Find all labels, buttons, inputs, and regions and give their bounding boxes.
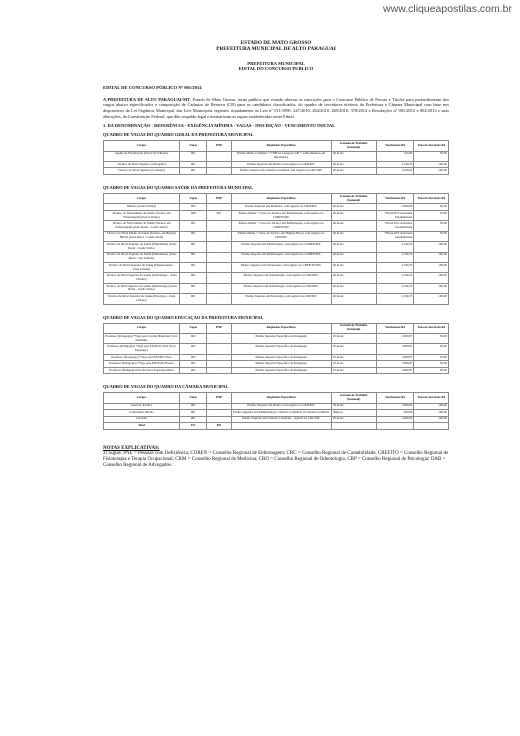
table-cell: 40 horas: [331, 252, 376, 262]
table-header-row: [104, 323, 449, 333]
table-cell: -: [207, 252, 231, 262]
table-cell: 001: [207, 210, 231, 220]
table-cell: -: [207, 242, 231, 252]
table-cell: -: [207, 161, 231, 168]
table-cell: 002: [179, 361, 207, 368]
table-cell: 001: [179, 252, 207, 262]
table-cell: 50,00: [414, 204, 449, 211]
table-row: [104, 262, 449, 272]
totals-cell: [376, 423, 414, 430]
table-cell: -: [207, 151, 231, 161]
table-header-row: [104, 393, 449, 403]
table-cell: 001: [179, 161, 207, 168]
table-cell: -: [207, 344, 231, 354]
table-cell: -: [207, 262, 231, 272]
table-cell: 001: [179, 221, 207, 231]
table-cell: 40 horas: [331, 262, 376, 272]
table-cell: Ensino Superior em Odontologia, com registro no CRO/MT.: [231, 273, 331, 283]
sub-header-prefeitura: PREFEITURA MUNICIPAL: [247, 60, 305, 66]
table-cell: Ensino Superior em Ciências Contábeis com registro no CRC/MT.: [231, 168, 331, 175]
table-cell: 100,00: [414, 252, 449, 262]
table-cell: 1.000,00: [376, 403, 414, 410]
table-cell: 001: [179, 231, 207, 241]
table-cell: 40 horas: [331, 221, 376, 231]
table-cell: Técnico de Nível Superior de Saúde (Fisioterapeuta - Zona Urbana): [104, 262, 180, 272]
table-cell: 50,00: [414, 354, 449, 361]
table-cell: Ensino Superior Específico de Pedagogia: [231, 367, 331, 374]
table-cell: -: [207, 416, 231, 423]
quadros-container: [103, 132, 449, 436]
table-cell: Ensino Superior em Fisioterapia, com registro no CREFITO/MT.: [231, 262, 331, 272]
table-cell: Técnico de Nível Médio de Saúde (Técnico em Higiene Bucal) (Zona Rural - Capão Verde): [104, 231, 180, 241]
table-cell: -: [207, 333, 231, 343]
notes-text: 1) Siglas: PNE = Pessoas com Deficiência; COREN = Conselho Regional de Enfermagem; CRC = Conselho Regional de Contabilidade; CREFITO = Conselho Regional de Fisioterapia e Terapia Ocupacional; CRM = Conselho Regional de Medicina; CRO = Conselho Regional de Odontologia; CRP = Conselho Regional de Psicologia; OAB = Conselho Regional de Advogados.: [103, 450, 449, 469]
table-cell: -: [207, 410, 231, 417]
table-cell: Ensino Superior em Ciências Contábeis - registro no CRC/MT.: [231, 416, 331, 423]
table-cell: 50,00: [414, 367, 449, 374]
table-cell: 001: [179, 294, 207, 304]
column-header: Vagas: [179, 323, 207, 333]
table-cell: 002: [179, 367, 207, 374]
table-cell: 2.190,33: [376, 283, 414, 293]
table-cell: 30 horas: [331, 403, 376, 410]
table-cell: 2.190,33: [376, 252, 414, 262]
table-cell: 001: [179, 242, 207, 252]
column-header: Vagas: [179, 393, 207, 403]
column-header: Vencimento R$: [376, 193, 414, 203]
table-cell: 100,00: [414, 242, 449, 252]
quadro-title: QUADRO DE VAGAS DO QUADRO GERAL DA PREFEITURA MUNICIPAL: [103, 132, 254, 138]
site-watermark: www.cliqueapostilas.com.br: [383, 3, 512, 15]
table-cell: 1.000,87: [376, 344, 414, 354]
table-cell: 40 horas: [331, 161, 376, 168]
table-cell: 1.400,00: [376, 416, 414, 423]
table-cell: 40 horas: [331, 294, 376, 304]
table-cell: Professor (Pedagogia) *Vaga para EM Boa Vista: [104, 354, 180, 361]
column-header: Taxa de Inscrição R$: [414, 193, 449, 203]
table-cell: 100,00: [414, 283, 449, 293]
table-cell: 793,44 20% Adicional Insalubridade: [376, 210, 414, 220]
table-cell: 2.190,33: [376, 294, 414, 304]
column-header: Taxa de Inscrição R$: [414, 141, 449, 151]
table-cell: Técnico de Nível Superior de Saúde (Enfermeiro) (Zona Rural - Tira Sentido): [104, 252, 180, 262]
table-cell: Professor (Pedagogia) *Vaga para EM Padre Bazote: [104, 361, 180, 368]
column-header: Requisitos Específicos: [231, 393, 331, 403]
table-cell: Professor (Pedagogia) *Vaga para Creche Municipal Vovó Nenzinha: [104, 333, 180, 343]
table-cell: 002: [179, 333, 207, 343]
table-row: [104, 294, 449, 304]
table-cell: Ensino Superior em Odontologia, com registro no CRO/MT.: [231, 283, 331, 293]
table-cell: Ensino Superior em Direito com registro na OAB/MT.: [231, 161, 331, 168]
table-cell: 25 horas: [331, 354, 376, 361]
table-header-row: [104, 193, 449, 203]
table-cell: 100,00: [414, 273, 449, 283]
totals-cell: 001: [207, 423, 231, 430]
table-cell: 100,00: [414, 168, 449, 175]
column-header: Cargos: [104, 323, 180, 333]
table-cell: 1.000,87: [376, 367, 414, 374]
table-cell: -: [207, 354, 231, 361]
table-cell: 2.190,33: [376, 242, 414, 252]
table-row: [104, 252, 449, 262]
table-cell: Assessor Jurídico: [104, 403, 180, 410]
column-header: Taxa de Inscrição R$: [414, 323, 449, 333]
table-row: [104, 221, 449, 231]
table-cell: Técnico de Nível Superior de Saúde (Odontólogo - Zona Urbana): [104, 273, 180, 283]
column-header: Jornada de Trabalho (Semanal): [331, 141, 376, 151]
table-cell: Controlador Interno: [104, 410, 180, 417]
totals-cell: [331, 423, 376, 430]
table-cell: Ensino Médio + Curso de Técnico em Enfermagem, com registro no COREN/MT.: [231, 221, 331, 231]
intro-text: , Estado de Mato Grosso, torna público que estarão abertas as inscrições para o Concurso Público de Provas e Títulos para preenchimento dos cargos abaixo especificados e composição de Cadastro de Reserva (CR) para os candidatos classificados, do quadro de servidores efetivos da Prefeitura e Câmara Municipal com base nos dispositivos da Lei Orgânica Municipal, das Leis Municipais vigentes, notadamente as Leis nº 011/1990, 247/2010, 264/2010, 265/2010, 378/2014 e Resoluções nº 001/2012 e 002/2013 e suas alterações, da Constituição Federal, que dão respaldo legal e normatizam as regras estabelecidas neste Edital.: [103, 96, 449, 119]
spacer: [103, 175, 449, 181]
table-cell: 001: [179, 416, 207, 423]
table-cell: Agente de Fiscalização (Fiscal de Tributos): [104, 151, 180, 161]
table-cell: 40 horas: [331, 231, 376, 241]
table-cell: -: [207, 403, 231, 410]
table-cell: Técnico de Nível Superior de Saúde (Odontólogo) (Zona Rural - Capão Verde): [104, 283, 180, 293]
table-cell: Ensino Superior em Direito com registro na OAB/MT.: [231, 403, 331, 410]
table-row: [104, 242, 449, 252]
table-cell: Médico (Zona Urbana): [104, 204, 180, 211]
table-cell: 25 horas: [331, 367, 376, 374]
column-header: PNE: [207, 193, 231, 203]
table-cell: 793,44 20% Adicional Insalubridade: [376, 231, 414, 241]
table-header-row: [104, 141, 449, 151]
column-header: Vencimento R$: [376, 323, 414, 333]
table-cell: 2.190,33: [376, 273, 414, 283]
table-cell: 40 horas: [331, 210, 376, 220]
table-cell: Ensino Superior Específico de Pedagogia: [231, 333, 331, 343]
table-cell: 100,00: [414, 416, 449, 423]
column-header: Vencimento R$: [376, 141, 414, 151]
table-cell: 001: [179, 403, 207, 410]
column-header: Taxa de Inscrição R$: [414, 393, 449, 403]
column-header: Jornada de Trabalho (Semanal): [331, 323, 376, 333]
table-cell: 1.000,87: [376, 361, 414, 368]
table-cell: Ensino Superior em Administração, Ciências Contábeis, Economia ou Direito: [231, 410, 331, 417]
column-header: Cargos: [104, 193, 180, 203]
table-cell: Ensino Médio + Curso de Técnico em Higiene Bucal, com registro no CRO/MT.: [231, 231, 331, 241]
table-cell: 003: [179, 204, 207, 211]
table-row: [104, 168, 449, 175]
vagas-table: [103, 140, 449, 175]
table-cell: 40 horas: [331, 204, 376, 211]
section-1-title: 1. DA DENOMINAÇÃO - REFERÊNCIA - EXIGÊNCIA MÍNIMA - VAGAS - INSCRIÇÃO - VENCIMENTO INICIAL: [103, 123, 336, 129]
table-cell: -: [207, 221, 231, 231]
column-header: Vagas: [179, 193, 207, 203]
table-cell: 50,00: [414, 231, 449, 241]
spacer: [103, 305, 449, 311]
table-cell: 40 horas: [331, 242, 376, 252]
table-row: [104, 231, 449, 241]
table-cell: Professor (Pedagogia) Escola Nova Esperança/Pista: [104, 367, 180, 374]
table-cell: -: [207, 361, 231, 368]
table-cell: 004: [179, 354, 207, 361]
table-cell: Ensino Médio Completo + CNH na Categoria AB + conhecimentos em informática: [231, 151, 331, 161]
table-cell: Ensino Superior em Enfermagem, com registro no COREN/MT.: [231, 252, 331, 262]
table-cell: Técnico de Nível Superior de Saúde (Psicólogo - Zona Urbana): [104, 294, 180, 304]
totals-row: [104, 423, 449, 430]
table-cell: Ensino Superior Específico de Pedagogia: [231, 354, 331, 361]
table-row: [104, 210, 449, 220]
edital-page: [103, 40, 449, 469]
table-cell: Ensino Superior Específico de Pedagogia: [231, 344, 331, 354]
table-cell: 100,00: [414, 403, 449, 410]
table-cell: 724,00: [376, 151, 414, 161]
table-cell: -: [207, 168, 231, 175]
table-cell: -: [207, 231, 231, 241]
table-cell: Técnico de Nível Superior (Contador): [104, 168, 180, 175]
spacer: [103, 430, 449, 436]
column-header: Jornada de Trabalho (Semanal): [331, 193, 376, 203]
table-cell: 2.190,33: [376, 161, 414, 168]
sub-header-edital: EDITAL DO CONCURSO PUBLICO: [238, 66, 314, 72]
table-cell: 001: [179, 283, 207, 293]
column-header: PNE: [207, 141, 231, 151]
table-cell: Ensino Superior em Medicina, com registro no CRM/MT.: [231, 204, 331, 211]
column-header: Vencimento R$: [376, 393, 414, 403]
table-cell: Ensino Superior Específico de Pedagogia: [231, 361, 331, 368]
table-cell: -: [207, 283, 231, 293]
table-cell: 100,00: [414, 262, 449, 272]
table-cell: 40 horas: [331, 283, 376, 293]
table-cell: 50,00: [414, 151, 449, 161]
notes-title: NOTAS EXPLICATIVAS:: [103, 445, 160, 451]
table-row: [104, 151, 449, 161]
table-cell: 100,00: [414, 161, 449, 168]
table-cell: 1.000,87: [376, 333, 414, 343]
table-cell: -: [207, 273, 231, 283]
column-header: Requisitos Específicos: [231, 193, 331, 203]
state-header: ESTADO DE MATO GROSSO: [240, 40, 312, 46]
table-cell: 001: [179, 168, 207, 175]
table-cell: 30horas: [331, 410, 376, 417]
table-cell: 002: [179, 344, 207, 354]
totals-cell: Total: [104, 423, 180, 430]
intro-paragraph: [103, 97, 449, 119]
column-header: Jornada de Trabalho (Semanal): [331, 393, 376, 403]
table-row: [104, 344, 449, 354]
table-cell: 3.100,00: [376, 168, 414, 175]
column-header: Vagas: [179, 141, 207, 151]
column-header: PNE: [207, 323, 231, 333]
totals-cell: [231, 423, 331, 430]
table-cell: 40 horas: [331, 151, 376, 161]
table-cell: Técnico de Nível Médio de Saúde (Técnico em Enfermagem) (Zona Urbana): [104, 210, 180, 220]
column-header: Cargos: [104, 393, 180, 403]
table-cell: Professor (Pedagogia) *Vaga para EM Bela Vista Nova Esperança: [104, 344, 180, 354]
quadro-title: QUADRO DE VAGAS DO QUADRO SAÚDE DA PREFEITURA MUNICIPAL: [103, 184, 254, 190]
table-cell: 2.000,00: [376, 204, 414, 211]
column-header: Cargos: [104, 141, 180, 151]
table-cell: 20 horas: [331, 416, 376, 423]
table-cell: Contador: [104, 416, 180, 423]
table-cell: -: [207, 294, 231, 304]
table-cell: Ensino Médio + Curso de Técnico em Enfermagem, com registro no COREN/MT.: [231, 210, 331, 220]
intro-lead: A PREFEITURA DE ALTO PARAGUAI-MT: [103, 96, 191, 102]
quadro-title: QUADRO DE VAGAS DO QUADRO DA CÂMARA MUNICIPAL: [103, 384, 229, 390]
table-cell: 1.000,87: [376, 354, 414, 361]
column-header: Requisitos Específicos: [231, 323, 331, 333]
table-cell: 001: [179, 273, 207, 283]
totals-cell: 037: [179, 423, 207, 430]
table-cell: 100,00: [414, 410, 449, 417]
quadro-title: QUADRO DE VAGAS DO QUADRO EDUCAÇÃO DA PREFEITURA MUNICIPAL: [103, 314, 264, 320]
prefeitura-header: PREFEITURA MUNICIPAL DE ALTO PARAGUAI: [216, 46, 336, 53]
table-cell: 001: [179, 151, 207, 161]
spacer: [103, 374, 449, 380]
table-cell: 50,00: [414, 221, 449, 231]
table-row: [104, 273, 449, 283]
table-cell: 50,00: [414, 361, 449, 368]
table-cell: 100,00: [414, 294, 449, 304]
table-cell: Técnico de Nível Superior de Saúde (Enfermeiro) (Zona Rural - Capão Verde): [104, 242, 180, 252]
table-cell: Técnico de Nível Médio de Saúde (Técnico em Enfermagem) (Zona Rural - Capão Verde): [104, 221, 180, 231]
table-cell: 25 horas: [331, 344, 376, 354]
vagas-table: [103, 323, 449, 375]
vagas-table: [103, 392, 449, 429]
table-row: [104, 283, 449, 293]
vagas-table: [103, 193, 449, 305]
totals-cell: [414, 423, 449, 430]
table-cell: 25 horas: [331, 333, 376, 343]
edital-title: EDITAL DE CONCURSO PÚBLICO Nº 001/2014: [103, 84, 202, 90]
table-cell: -: [207, 367, 231, 374]
table-cell: 900,00: [376, 410, 414, 417]
table-cell: 40 horas: [331, 168, 376, 175]
table-cell: 001: [179, 262, 207, 272]
table-row: [104, 333, 449, 343]
table-cell: 793,44 20% Adicional Insalubridade: [376, 221, 414, 231]
table-cell: 25 horas: [331, 361, 376, 368]
table-cell: Técnico de Nível Superior (Advogado): [104, 161, 180, 168]
table-cell: 001: [179, 410, 207, 417]
table-cell: Ensino Superior em Enfermagem, com registro no COREN/MT.: [231, 242, 331, 252]
table-cell: -: [207, 204, 231, 211]
table-cell: 50,00: [414, 344, 449, 354]
table-cell: Ensino Superior em Psicologia, com registro no CRP/MT.: [231, 294, 331, 304]
table-row: [104, 367, 449, 374]
table-cell: 50,00: [414, 210, 449, 220]
column-header: Requisitos Específicos: [231, 141, 331, 151]
table-cell: 50,00: [414, 333, 449, 343]
column-header: PNE: [207, 393, 231, 403]
table-cell: 40 horas: [331, 273, 376, 283]
table-cell: 008: [179, 210, 207, 220]
table-cell: 2.190,33: [376, 262, 414, 272]
